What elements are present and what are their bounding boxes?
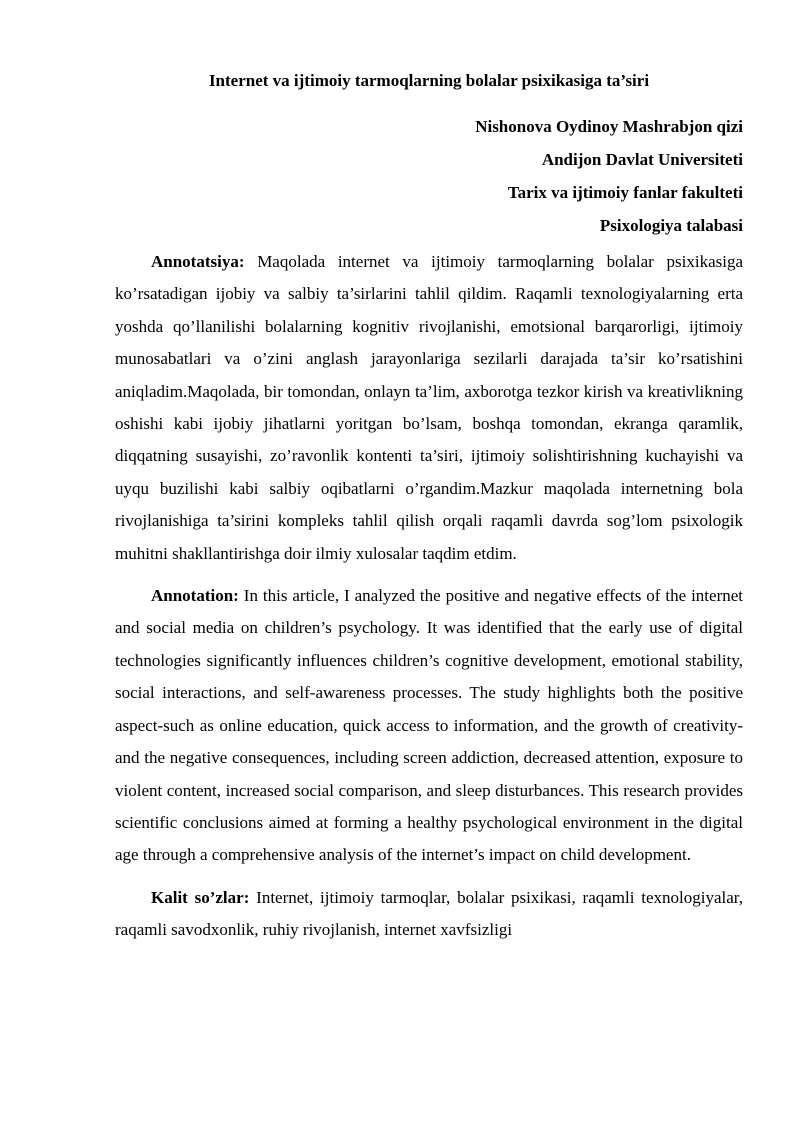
annotatsiya-paragraph — [115, 246, 743, 570]
annotation-text: In this article, I analyzed the positive and negative effects of the internet and social media on children’s psychology. It was identified that the early use of digital technologies significantly influences children’s cognitive development, emotional stability, social interactions, and self-awareness processes. The study highlights both the positive aspect-such as online education, quick access to information, and the growth of creativity-and the negative consequences, including screen addiction, decreased attention, exposure to violent content, increased social comparison, and sleep disturbances. This research provides scientific conclusions aimed at forming a healthy psychological environment in the digital age through a comprehensive analysis of the internet’s impact on child development. — [115, 586, 743, 865]
author-university: Andijon Davlat Universiteti — [541, 150, 743, 169]
keywords-text: Internet, ijtimoiy tarmoqlar, bolalar psixikasi, raqamli texnologiyalar, raqamli savodxonlik, ruhiy rivojlanish, internet xavfsizligi — [115, 887, 743, 940]
author-block — [115, 110, 743, 242]
annotation-paragraph — [115, 580, 743, 872]
paper-page — [115, 70, 743, 947]
annotation-label: Annotation: — [151, 586, 239, 606]
author-role: Psixologiya talabasi — [599, 216, 743, 235]
annotatsiya-label: Annotatsiya: — [151, 252, 245, 271]
annotatsiya-text: Maqolada internet va ijtimoiy tarmoqlarning bolalar psixikasiga ko’rsatadigan ijobiy va salbiy ta’sirlarini tahlil qildim. Raqamli texnologiyalarning erta yoshda qo’llanilishi bolalarning kognitiv rivojlanishi, emotsional barqarorligi, ijtimoiy munosabatlari va o’zini anglash jarayonlariga sezilarli darajada ta’sir ko’rsatishini aniqladim.Maqolada, bir tomondan, onlayn ta’lim, axborotga tezkor kirish va kreativlikning oshishi kabi ijobiy jihatlarni yoritgan bo’lsam, boshqa tomondan, ekranga qaramlik, diqqatning susayishi, zo’ravonlik kontenti ta’siri, ijtimoiy solishtirishning kuchayishi va uyqu buzilishi kabi salbiy oqibatlarni o’rgandim.Mazkur maqolada internetning bola rivojlanishiga ta’sirini kompleks tahlil qilish orqali raqamli davrda sog’lom psixologik muhitni shakllantirishga doir ilmiy xulosalar taqdim etdim. — [115, 252, 743, 563]
paper-title: Internet va ijtimoiy tarmoqlarning bolalar psixikasiga ta’siri — [208, 71, 650, 90]
author-name: Nishonova Oydinoy Mashrabjon qizi — [475, 117, 743, 136]
keywords-label: Kalit so’zlar: — [151, 887, 250, 907]
keywords-paragraph — [115, 882, 743, 947]
author-faculty: Tarix va ijtimoiy fanlar fakulteti — [507, 183, 743, 202]
